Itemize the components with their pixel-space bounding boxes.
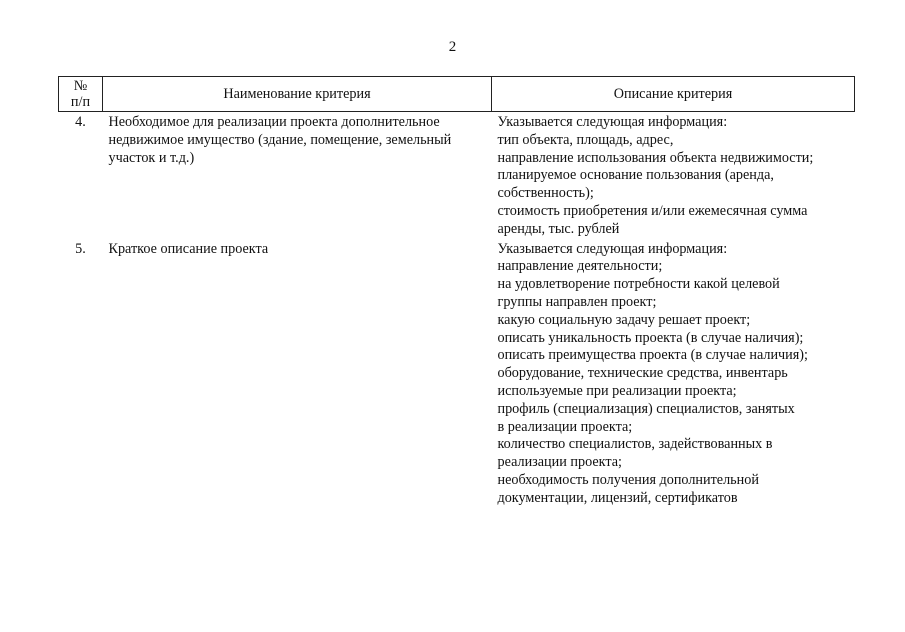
description-line: аренды, тыс. рублей — [497, 220, 620, 237]
criterion-name-line: Необходимое для реализации проекта дополнительное — [108, 114, 440, 130]
row-number: 4. — [75, 114, 86, 130]
criteria-table — [58, 76, 855, 508]
description-line: профиль (специализация) специалистов, занятых — [497, 400, 795, 417]
description-line: описать уникальность проекта (в случае наличия); — [497, 329, 804, 346]
criterion-name-line: недвижимое имущество (здание, помещение, земельный — [108, 131, 452, 148]
table-row — [59, 239, 855, 508]
description-line: описать преимущества проекта (в случае наличия); — [497, 347, 808, 364]
criterion-name — [103, 112, 492, 239]
header-number-abbrev: п/п — [70, 94, 91, 110]
description-line: направление использования объекта недвижимости; — [497, 149, 814, 166]
header-number-symbol: № — [73, 78, 88, 94]
criterion-description — [492, 112, 855, 239]
description-line: направление деятельности; — [497, 258, 663, 275]
description-line: собственность); — [497, 185, 594, 202]
description-line: какую социальную задачу решает проект; — [497, 311, 751, 328]
description-line: в реализации проекта; — [497, 418, 633, 435]
description-line: группы направлен проект; — [497, 293, 657, 310]
description-line: количество специалистов, задействованных в — [497, 436, 773, 453]
row-number: 5. — [75, 240, 86, 257]
description-line: стоимость приобретения и/или ежемесячная сумма — [497, 202, 808, 219]
criterion-name-line: участок и т.д.) — [108, 149, 195, 166]
description-line: документации, лицензий, сертификатов — [497, 489, 738, 506]
description-line: реализации проекта; — [497, 454, 622, 471]
description-line: Указывается следующая информация: — [497, 240, 728, 257]
table-row — [59, 112, 855, 239]
criterion-description — [492, 239, 855, 508]
description-line: необходимость получения дополнительной — [497, 471, 759, 488]
criterion-name — [103, 239, 492, 508]
page-number: 2 — [448, 39, 457, 55]
description-line: тип объекта, площадь, адрес, — [497, 131, 674, 148]
criterion-name-line: Краткое описание проекта — [108, 240, 269, 257]
header-criterion-description: Описание критерия — [492, 77, 855, 112]
description-line: Указывается следующая информация: — [497, 114, 728, 130]
table-header-row — [59, 77, 855, 112]
description-line: используемые при реализации проекта; — [497, 382, 737, 399]
description-line: на удовлетворение потребности какой целевой — [497, 276, 780, 293]
header-number — [59, 77, 103, 112]
header-criterion-name: Наименование критерия — [103, 77, 492, 112]
description-line: планируемое основание пользования (аренда, — [497, 167, 774, 184]
description-line: оборудование, технические средства, инвентарь — [497, 365, 788, 382]
